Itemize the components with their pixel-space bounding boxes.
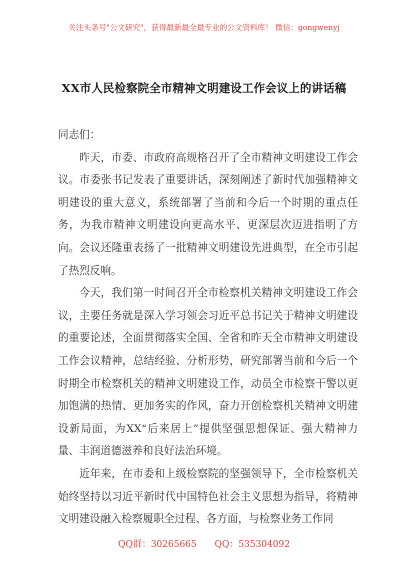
salutation: 同志们： (58, 129, 101, 141)
qq-number: QQ：535304092 (214, 540, 290, 550)
promo-banner: 关注头条号"公文研究"，获得最新最全最专业的公文资料库！ 微信：gongwenyj (68, 23, 340, 32)
paragraph-2: 今天，我们第一时间召开全市检察机关精神文明建设工作会议，主要任务就是深入学习领会习近平总书记关于精神文明建设的重要论述，全面贯彻落实全国、全省和昨天全市精神文明建设工作会议精神，总结经验、分析形势，研究部署当前和今后一个时期全市检察机关的精神文明建设工作，动员全市检察干警以更加饱满的热情、更加务实的作风，奋力开创检察机关精神文明建设新局面，为XX“后来居上”提供坚强思想保证、强大精神力量、丰润道德滋养和良好法治环境。 (58, 287, 358, 458)
paragraph-1: 昨天，市委、市政府高规格召开了全市精神文明建设工作会议。市委张书记发表了重要讲话，深刻阐述了新时代加强精神文明建设的重大意义，系统部署了当前和今后一个时期的重点任务，为我市精神文明建设向更高水平、更深层次迈进指明了方向。会议还隆重表扬了一批精神文明建设先进典型，在全市引起了热烈反响。 (58, 151, 358, 277)
document-body (58, 124, 358, 531)
document-title: XX市人民检察院全市精神文明建设工作会议上的讲话稿 (61, 81, 347, 95)
qq-group-number: QQ群：30265665 (118, 540, 197, 550)
paragraph-3: 近年来，在市委和上级检察院的坚强领导下，全市检察机关始终坚持以习近平新时代中国特色社会主义思想为指导，将精神文明建设融入检察履职全过程、各方面，与检察业务工作同 (58, 467, 358, 526)
contact-footer (0, 537, 408, 550)
